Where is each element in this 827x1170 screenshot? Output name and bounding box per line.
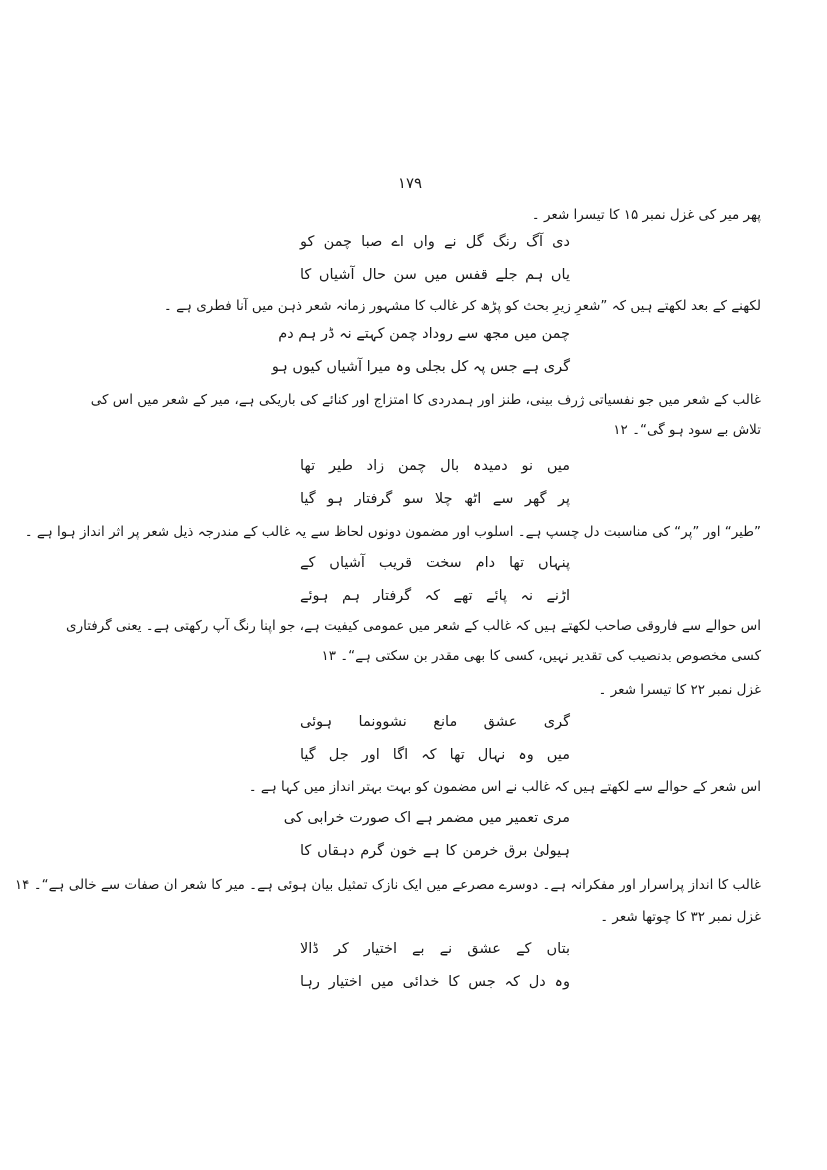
verse-line: یاں ہم جلے قفس میں سن حال آشیاں کا [300,267,570,283]
verse-line: مری تعمیر میں مضمر ہے اک صورت خرابی کی [283,810,570,826]
intro-line-ghazal-32: غزل نمبر ۳۲ کا چوتھا شعر ۔ [600,909,761,925]
verse-line: بتاں کے عشق نے بے اختیار کر ڈالا [300,941,570,957]
intro-line-ghazal-15: پھر میر کی غزل نمبر ۱۵ کا تیسرا شعر ۔ [531,207,761,223]
commentary-paragraph: اس حوالے سے فاروقی صاحب لکھتے ہیں کہ غالب کے شعر میں عمومی کیفیت ہے، جو اپنا رنگ آپ رکھتی ہے۔ یعنی گرفتاری کسی مخصوص بدنصیب کی تقدیر نہیں، کسی کا بھی مقدر بن سکتی ہے“۔ ۱۳ [66,618,761,664]
verse-line: گری عشق مانع نشوونما ہوئی [300,714,570,730]
intro-line-ghazal-22: غزل نمبر ۲۲ کا تیسرا شعر ۔ [598,682,761,698]
commentary-line: ”طیر“ اور ”پر“ کی مناسبت دل چسپ ہے۔ اسلوب اور مضمون دونوں لحاظ سے یہ غالب کے مندرجہ ذیل شعر پر اثر انداز ہوا ہے ۔ [24,524,761,540]
verse-line: میں وہ نہال تھا کہ اگا اور جل گیا [300,747,570,763]
verse-line: میں نو دمیدہ بال چمن زاد طیر تھا [300,458,570,474]
verse-line: پر گھر سے اٹھ چلا سو گرفتار ہو گیا [300,491,570,507]
page-number: ۱۷۹ [397,174,423,192]
verse-line: دی آگ رنگ گل نے واں اے صبا چمن کو [300,234,570,250]
commentary-line: غالب کا انداز پراسرار اور مفکرانہ ہے۔ دوسرے مصرعے میں ایک نازک تمثیل بیان ہوئی ہے۔ میر کا شعر ان صفات سے خالی ہے“۔ ۱۴ [14,877,761,893]
verse-line: چمن میں مجھ سے روداد چمن کہتے نہ ڈر ہم دم [278,326,570,342]
verse-line: پنہاں تھا دام سخت قریب آشیاں کے [300,555,570,571]
commentary-line: اس شعر کے حوالے سے لکھتے ہیں کہ غالب نے اس مضمون کو بہت بہتر انداز میں کہا ہے ۔ [248,779,761,795]
verse-line: وہ دل کہ جس کا خدائی میں اختیار رہا [300,974,570,990]
verse-line: ہیولیٰ برق خرمن کا ہے خون گرم دہقاں کا [300,843,570,859]
verse-line: اڑنے نہ پائے تھے کہ گرفتار ہم ہوئے [300,588,570,604]
commentary-line: لکھنے کے بعد لکھتے ہیں کہ ”شعرِ زیرِ بحث کو پڑھ کر غالب کا مشہور زمانہ شعر ذہن میں آنا فطری ہے ۔ [163,298,761,314]
verse-line: گری ہے جس پہ کل بجلی وہ میرا آشیاں کیوں ہو [271,359,570,375]
commentary-paragraph: غالب کے شعر میں جو نفسیاتی ژرف بینی، طنز اور ہمدردی کا امتزاج اور کنائے کی باریکی ہے، میر کے شعر میں اس کی تلاش بے سود ہو گی“۔ ۱۲ [90,392,761,438]
